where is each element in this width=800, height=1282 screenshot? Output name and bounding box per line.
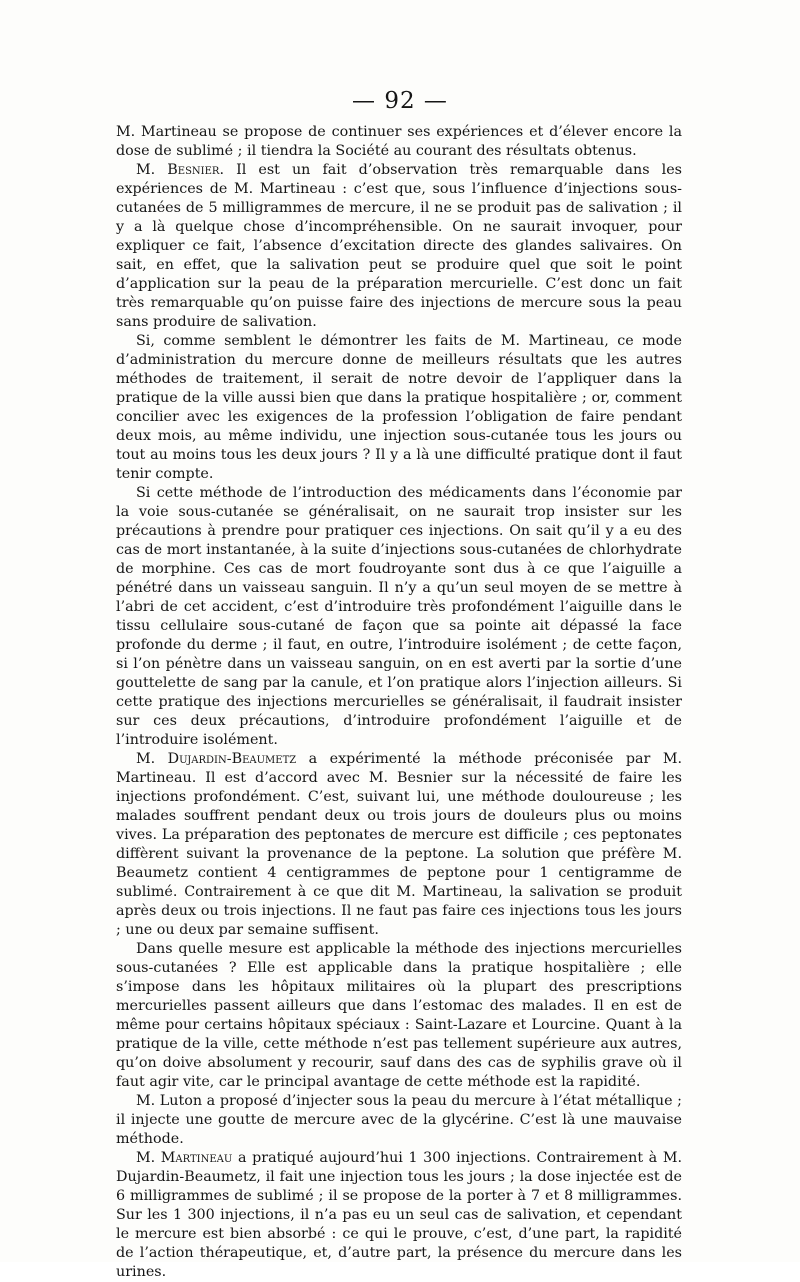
paragraph-text: a expérimenté la méthode préconisée par M. Martineau. Il est d’accord avec M. Besnier sur la nécessité de faire les injections profondément. C’est, suivant lui, une méthode douloureuse ; les malades souffrent pendant deux ou trois jours de douleurs plus ou moins vives. La préparation des peptonates de mercure est difficile ; ces peptonates diffèrent suivant la provenance de la peptone. La solution que préfère M. Beaumetz contient 4 centigrammes de peptone pour 1 centigramme de sublimé. Contrairement à ce que dit M. Martineau, la salivation se produit après deux ou trois injections. Il ne faut pas faire ces injections tous les jours ; une ou deux par semaine suffisent. (116, 751, 683, 938)
paragraph: M. Martineau a pratiqué aujourd’hui 1 300 injections. Contrairement à M. Dujardin-Beaumetz, il fait une injection tous les jours ; la dose injectée est de 6 milligrammes de sublimé ; il se propose de la porter à 7 et 8 milligrammes. Sur les 1 300 injections, il n’a pas eu un seul cas de salivation, et cependant le mercure est bien absorbé : ce qui le prouve, c’est, d’une part, la rapidité de l’action thérapeutique, et, d’autre part, la présence du mercure dans les urines. (116, 1150, 683, 1280)
page-text (116, 123, 682, 1282)
paragraph-text: Si cette méthode de l’introduction des médicaments dans l’économie par la voie sous-cutanée se généralisait, on ne saurait trop insister sur les précautions à prendre pour pratiquer ces injections. On sait qu’il y a eu des cas de mort instantanée, à la suite d’injections sous-cutanées de chlorhydrate de morphine. Ces cas de mort foudroyante sont dus à ce que l’aiguille a pénétré dans un vaisseau sanguin. Il n’y a qu’un seul moyen de se mettre à l’abri de cet accident, c’est d’introduire très profondément l’aiguille dans le tissu cellulaire sous-cutané de façon que sa pointe ait dépassé la face profonde du derme ; il faut, en outre, l’introduire isolément ; de cette façon, si l’on pénètre dans un vaisseau sanguin, on en est averti par la sortie d’une gouttelette de sang par la canule, et l’on pratique alors l’injection ailleurs. Si cette pratique des injections mercurielles se généralisait, il faudrait insister sur ces deux précautions, d’introduire profondément l’aiguille et de l’introduire isolément. (116, 485, 682, 748)
paragraph-text: a pratiqué aujourd’hui 1 300 injections. Contrairement à M. Dujardin-Beaumetz, il fait une injection tous les jours ; la dose injectée est de 6 milligrammes de sublimé ; il se propose de la porter à 7 et 8 milligrammes. Sur les 1 300 injections, il n’a pas eu un seul cas de salivation, et cependant le mercure est bien absorbé : ce qui le prouve, c’est, d’une part, la rapidité de l’action thérapeutique, et, d’autre part, la présence du mercure dans les urines. (116, 1150, 683, 1280)
paragraph-text: M. Luton a proposé d’injecter sous la peau du mercure à l’état métallique ; il injecte une goutte de mercure avec de la glycérine. C’est là une mauvaise méthode. (116, 1093, 682, 1147)
paragraph (116, 1092, 682, 1149)
paragraph: M. Dujardin-Beaumetz a expérimenté la méthode préconisée par M. Martineau. Il est d’accord avec M. Besnier sur la nécessité de faire les injections profondément. C’est, suivant lui, une méthode douloureuse ; les malades souffrent pendant deux ou trois jours de douleurs plus ou moins vives. La préparation des peptonates de mercure est difficile ; ces peptonates diffèrent suivant la provenance de la peptone. La solution que préfère M. Beaumetz contient 4 centigrammes de peptone pour 1 centigramme de sublimé. Contrairement à ce que dit M. Martineau, la salivation se produit après deux ou trois injections. Il ne faut pas faire ces injections tous les jours ; une ou deux par semaine suffisent. (116, 751, 683, 938)
paragraph-text: Si, comme semblent le démontrer les faits de M. Martineau, ce mode d’administration du mercure donne de meilleurs résultats que les autres méthodes de traitement, il serait de notre devoir de l’appliquer dans la pratique de la ville aussi bien que dans la pratique hospitalière ; or, comment concilier avec les exigences de la profession l’obligation de faire pendant deux mois, au même individu, une injection sous-cutanée tous les jours ou tout au moins tous les deux jours ? Il y a là une difficulté pratique dont il faut tenir compte. (116, 333, 682, 482)
paragraph (116, 123, 682, 161)
paragraph-text: Il est un fait d’observation très remarquable dans les expériences de M. Martineau : c’est que, sous l’influence d’injections sous-cutanées de 5 milligrammes de mercure, il ne se produit pas de salivation ; il y a là quelque chose d’incompréhensible. On ne saurait invoquer, pour expliquer ce fait, l’absence d’excitation directe des glandes salivaires. On sait, en effet, que la salivation peut se produire quel que soit le point d’application sur la peau de la préparation mercurielle. C’est donc un fait très remarquable qu’on puisse faire des injections de mercure sous la peau sans produire de salivation. (116, 162, 683, 330)
paragraph-text: M. Martineau se propose de continuer ses expériences et d’élever encore la dose de sublimé ; il tiendra la Société au courant des résultats obtenus. (116, 124, 682, 159)
paragraph: M. Besnier. Il est un fait d’observation très remarquable dans les expériences de M. Martineau : c’est que, sous l’influence d’injections sous-cutanées de 5 milligrammes de mercure, il ne se produit pas de salivation ; il y a là quelque chose d’incompréhensible. On ne saurait invoquer, pour expliquer ce fait, l’absence d’excitation directe des glandes salivaires. On sait, en effet, que la salivation peut se produire quel que soit le point d’application sur la peau de la préparation mercurielle. C’est donc un fait très remarquable qu’on puisse faire des injections de mercure sous la peau sans produire de salivation. (116, 162, 683, 330)
speaker-name: Dujardin-Beaumetz (167, 751, 297, 767)
paragraph (116, 484, 682, 750)
speaker-name: Martineau (160, 1150, 233, 1166)
paragraph (116, 332, 682, 484)
page-number: — 92 — (352, 88, 448, 114)
paragraph (116, 940, 682, 1092)
paragraph-text: Dans quelle mesure est applicable la méthode des injections mercurielles sous-cutanées ? Elle est applicable dans la pratique hospitalière ; elle s’impose dans les hôpitaux militaires où la plupart des prescriptions mercurielles passent ailleurs que dans l’estomac des malades. Il en est de même pour certains hôpitaux spéciaux : Saint-Lazare et Lourcine. Quant à la pratique de la ville, cette méthode n’est pas tellement supérieure aux autres, qu’on doive absolument y recourir, sauf dans des cas de syphilis grave où il faut agir vite, car le principal avantage de cette méthode est la rapidité. (116, 941, 682, 1090)
speaker-name: Besnier. (167, 162, 224, 178)
